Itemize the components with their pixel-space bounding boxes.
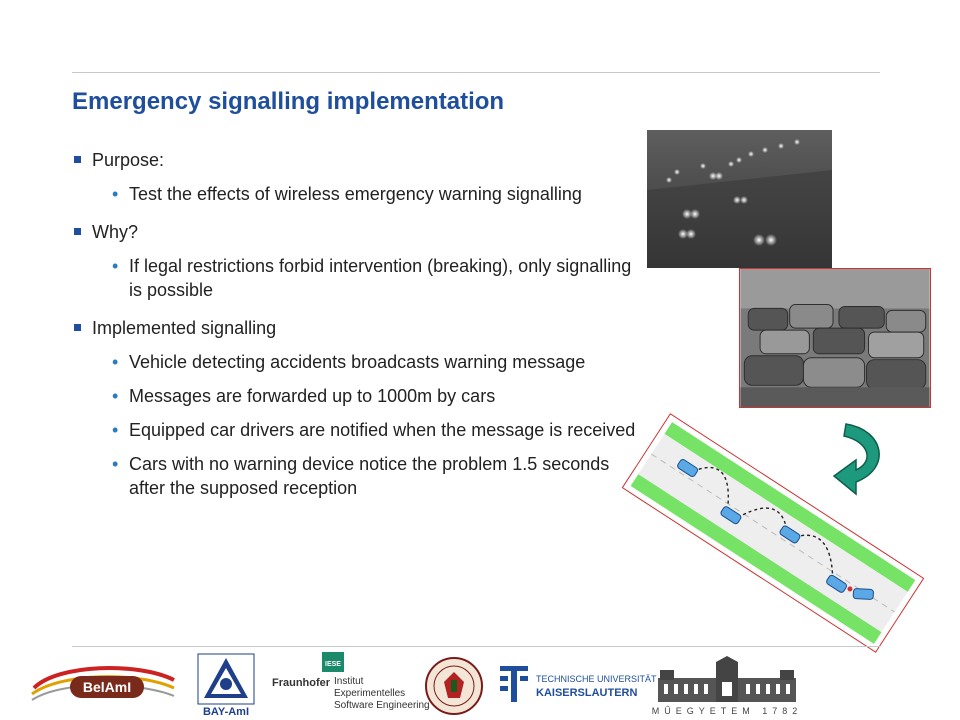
bay-ami-logo-text: BAY-AmI [202, 706, 250, 718]
section-heading: Why? [92, 222, 139, 242]
bullet-list [72, 148, 647, 500]
square-bullet-icon [74, 156, 81, 163]
section-implemented [72, 316, 647, 500]
list-item: Vehicle detecting accidents broadcasts warning message [129, 352, 586, 372]
dot-bullet-icon: • [112, 420, 119, 440]
belami-logo [28, 658, 178, 714]
foggy-highway-photo [647, 130, 832, 268]
road-diagram [648, 434, 898, 632]
muegyetem-logo [651, 656, 803, 716]
belami-logo-text: BelAmI [82, 679, 132, 695]
square-bullet-icon [74, 324, 81, 331]
tu-kl-line: TECHNISCHE UNIVERSITÄT [536, 674, 657, 684]
university-seal-logo [424, 656, 484, 716]
list-item: Messages are forwarded up to 1000m by cars [129, 386, 496, 406]
fraunhofer-text: Fraunhofer [272, 677, 331, 689]
muegyetem-text: MŰEGYETEM 1782 [651, 706, 803, 716]
section-heading: Purpose: [92, 150, 165, 170]
iese-mark: IESE [325, 661, 341, 668]
bay-ami-logo [198, 654, 254, 718]
section-why [72, 220, 647, 302]
top-divider [72, 72, 880, 73]
bottom-divider [72, 646, 880, 647]
list-item: If legal restrictions forbid intervention (breaking), only signalling is possible [129, 256, 632, 300]
car-pileup-photo [739, 268, 931, 408]
fraunhofer-iese-logo [272, 650, 430, 718]
iese-name-line: Institut [334, 676, 364, 687]
dot-bullet-icon: • [112, 386, 119, 406]
dot-bullet-icon: • [112, 352, 119, 372]
list-item: Equipped car drivers are notified when the message is received [129, 420, 636, 440]
list-item: Test the effects of wireless emergency warning signalling [129, 184, 582, 204]
iese-name-line: Software Engineering [334, 700, 430, 711]
dot-bullet-icon: • [112, 184, 119, 204]
dot-bullet-icon: • [112, 454, 119, 474]
list-item: Cars with no warning device notice the problem 1.5 seconds after the supposed reception [129, 454, 610, 498]
section-heading: Implemented signalling [92, 318, 277, 338]
iese-name-line: Experimentelles [334, 688, 406, 699]
partner-logos [0, 650, 960, 720]
square-bullet-icon [74, 228, 81, 235]
section-purpose [72, 148, 647, 206]
dot-bullet-icon: • [112, 256, 119, 276]
slide-title: Emergency signalling implementation [72, 88, 505, 115]
tu-kl-line: KAISERSLAUTERN [536, 687, 638, 699]
tu-kaiserslautern-logo [500, 662, 657, 710]
